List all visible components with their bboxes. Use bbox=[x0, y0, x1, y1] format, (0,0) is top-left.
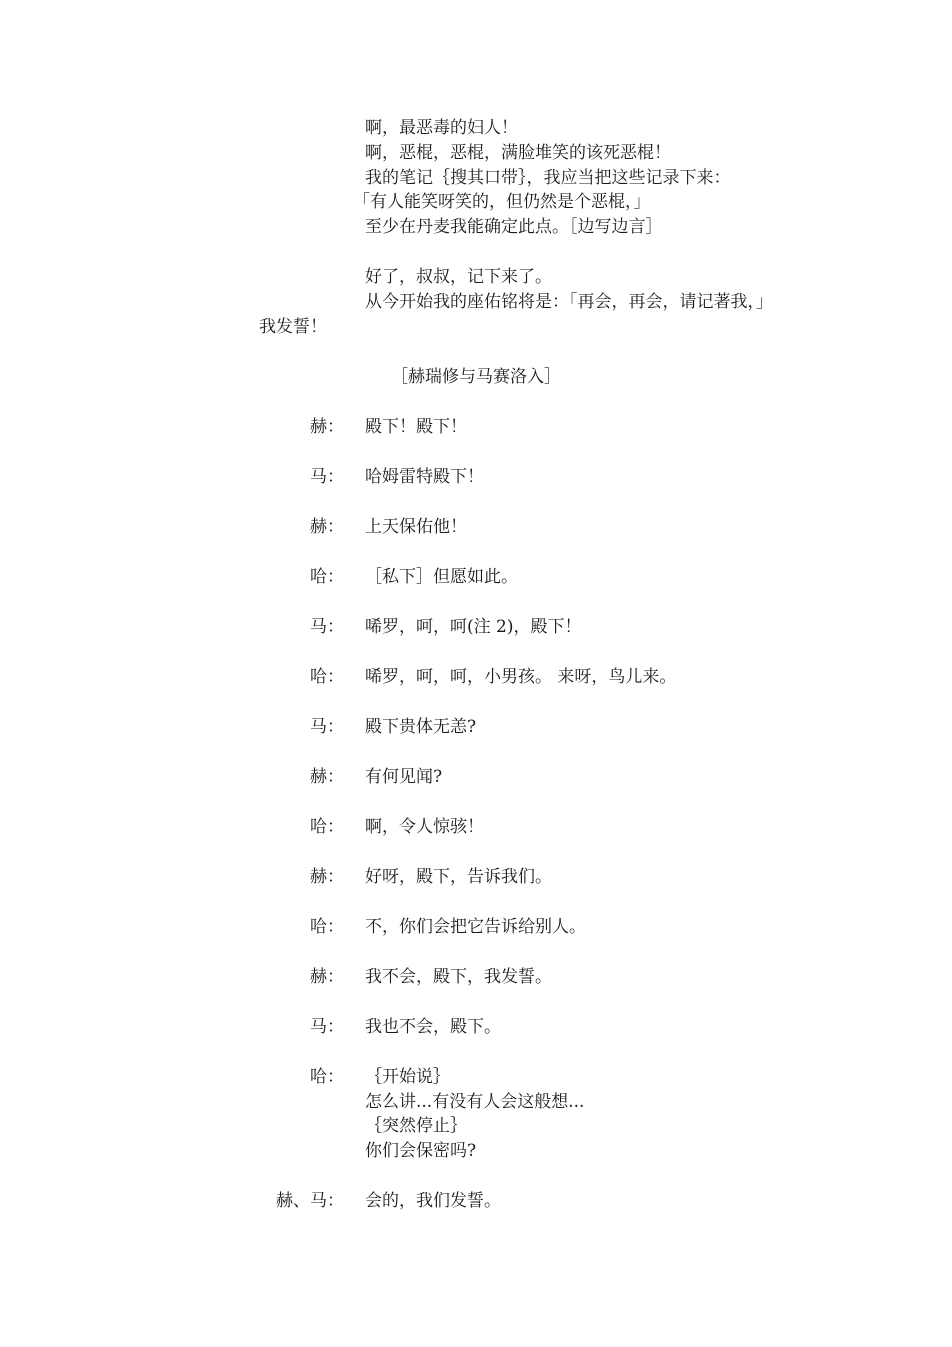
speaker: 哈： bbox=[310, 667, 344, 687]
stage-note-stop: ｛突然停止｝ bbox=[365, 1116, 467, 1136]
dialogue-line: 有何见闻? bbox=[365, 767, 443, 787]
dialogue-line: 我不会，殿下，我发誓。 bbox=[365, 967, 552, 987]
speaker: 马： bbox=[310, 467, 344, 487]
monologue-line-6: 好了，叔叔，记下来了。 bbox=[365, 267, 552, 287]
dialogue-line: 殿下贵体无恙? bbox=[365, 717, 477, 737]
monologue-line-3: 我的笔记｛搜其口带｝，我应当把这些记录下来： bbox=[365, 168, 731, 188]
monologue-line-8: 我发誓！ bbox=[259, 317, 327, 337]
monologue-line-1: 啊，最恶毒的妇人！ bbox=[365, 118, 518, 138]
dialogue-line: 唏罗，呵，呵(注 2)，殿下！ bbox=[365, 617, 582, 637]
speaker: 赫： bbox=[310, 767, 344, 787]
speaker: 赫： bbox=[310, 867, 344, 887]
stage-note-start: ｛开始说｝ bbox=[365, 1067, 450, 1087]
dialogue-line: 啊，令人惊骇！ bbox=[365, 817, 484, 837]
dialogue-line: 好呀，殿下，告诉我们。 bbox=[365, 867, 552, 887]
speaker: 赫： bbox=[310, 967, 344, 987]
dialogue-line: 不，你们会把它告诉给别人。 bbox=[365, 917, 586, 937]
speaker: 赫、马： bbox=[276, 1191, 344, 1211]
dialogue-line: 会的，我们发誓。 bbox=[365, 1191, 501, 1211]
monologue-line-5: 至少在丹麦我能确定此点。［边写边言］ bbox=[365, 217, 663, 237]
speaker: 哈： bbox=[310, 567, 344, 587]
monologue-line-7: 从今开始我的座佑铭将是：「再会，再会，请记著我，」 bbox=[365, 292, 773, 312]
monologue-line-2: 啊，恶棍，恶棍，满脸堆笑的该死恶棍！ bbox=[365, 143, 671, 163]
dialogue-line: 唏罗，呵，呵，小男孩。 来呀，鸟儿来。 bbox=[365, 667, 677, 687]
speaker: 马： bbox=[310, 617, 344, 637]
speaker: 马： bbox=[310, 717, 344, 737]
speaker: 哈： bbox=[310, 917, 344, 937]
monologue-line-4: 「有人能笑呀笑的，但仍然是个恶棍，」 bbox=[353, 192, 651, 212]
speaker: 马： bbox=[310, 1017, 344, 1037]
dialogue-line: 哈姆雷特殿下！ bbox=[365, 467, 484, 487]
dialogue-line: 怎么讲...有没有人会这般想... bbox=[365, 1092, 585, 1112]
speaker: 赫： bbox=[310, 517, 344, 537]
stage-direction: ［赫瑞修与马赛洛入］ bbox=[391, 367, 561, 387]
dialogue-line: ［私下］但愿如此。 bbox=[365, 567, 518, 587]
speaker: 赫： bbox=[310, 417, 344, 437]
dialogue-line: 上天保佑他！ bbox=[365, 517, 467, 537]
speaker: 哈： bbox=[310, 1067, 344, 1087]
speaker: 哈： bbox=[310, 817, 344, 837]
dialogue-line: 我也不会，殿下。 bbox=[365, 1017, 501, 1037]
dialogue-line: 你们会保密吗? bbox=[365, 1141, 477, 1161]
dialogue-line: 殿下！殿下！ bbox=[365, 417, 467, 437]
